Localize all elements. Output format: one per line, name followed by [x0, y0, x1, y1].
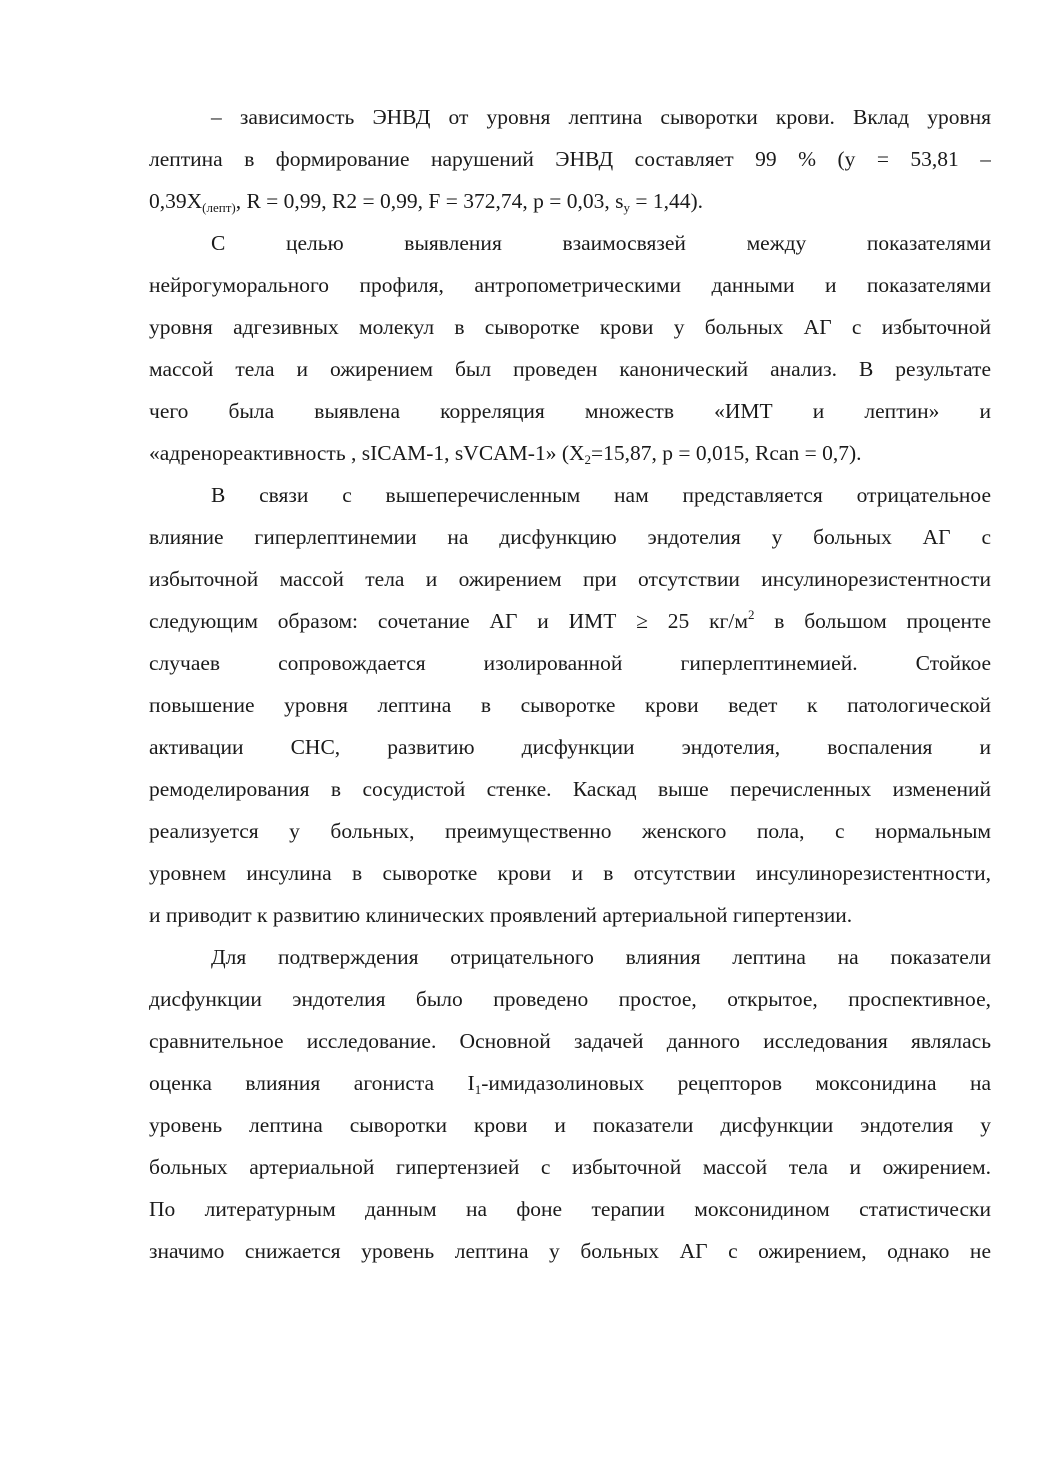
receptor-line: [149, 1062, 991, 1104]
text-line: уровня адгезивных молекул в сыворотке крови у больных АГ с избыточной: [149, 315, 991, 339]
receptor-suffix: -имидазолиновых рецепторов моксонидина на: [481, 1071, 991, 1095]
text-line: активации СНС, развитию дисфункции эндотелия, воспаления и: [149, 735, 991, 759]
text-line: массой тела и ожирением был проведен канонический анализ. В результате: [149, 357, 991, 381]
statistics-suffix: =15,87, p = 0,015, Rcan = 0,7).: [591, 441, 862, 465]
text-line: чего была выявлена корреляция множеств «ИМТ и лептин» и: [149, 399, 991, 423]
text-line: С целью выявления взаимосвязей между показателями: [211, 231, 991, 255]
paragraph-2: [149, 222, 991, 474]
text-line: больных артериальной гипертензией с избыточной массой тела и ожирением.: [149, 1155, 991, 1179]
chi-square-subscript: 2: [584, 452, 592, 467]
text-line: По литературным данным на фоне терапии моксонидином статистически: [149, 1197, 991, 1221]
text-line: случаев сопровождается изолированной гиперлептинемией. Стойкое: [149, 651, 991, 675]
text-line: сравнительное исследование. Основной задачей данного исследования являлась: [149, 1029, 991, 1053]
text-line: ремоделирования в сосудистой стенке. Каскад выше перечисленных изменений: [149, 777, 991, 801]
receptor-prefix: оценка влияния агониста I: [149, 1071, 475, 1095]
receptor-subscript: 1: [474, 1082, 482, 1097]
bmi-prefix: следующим образом: сочетание АГ и ИМТ ≥ 25 кг/м: [149, 609, 748, 633]
formula-suffix: = 1,44).: [629, 189, 704, 213]
text-line: значимо снижается уровень лептина у больных АГ с ожирением, однако не: [149, 1239, 991, 1263]
document-page: [149, 96, 991, 1272]
text-line: и приводит к развитию клинических проявлений артериальной гипертензии.: [149, 903, 853, 927]
text-line: Для подтверждения отрицательного влияния лептина на показатели: [211, 945, 991, 969]
formula-subscript: (лепт): [202, 200, 236, 215]
bmi-suffix: в большом проценте: [754, 609, 991, 633]
text-line: уровень лептина сыворотки крови и показатели дисфункции эндотелия у: [149, 1113, 991, 1137]
formula-subscript: y: [623, 200, 630, 215]
text-line: влияние гиперлептинемии на дисфункцию эндотелия у больных АГ с: [149, 525, 991, 549]
text-line: дисфункции эндотелия было проведено простое, открытое, проспективное,: [149, 987, 991, 1011]
text-line: уровнем инсулина в сыворотке крови и в отсутствии инсулинорезистентности,: [149, 861, 991, 885]
square-superscript: 2: [747, 607, 755, 622]
text-line: – зависимость ЭНВД от уровня лептина сыворотки крови. Вклад уровня: [211, 105, 991, 129]
bmi-line: [149, 600, 991, 642]
text-line: реализуется у больных, преимущественно женского пола, с нормальным: [149, 819, 991, 843]
text-line: В связи с вышеперечисленным нам представляется отрицательное: [211, 483, 991, 507]
paragraph-3: [149, 474, 991, 936]
statistics-prefix: «адренореактивность , sICAM-1, sVCAM-1» (Χ: [149, 441, 585, 465]
text-line: избыточной массой тела и ожирением при отсутствии инсулинорезистентности: [149, 567, 991, 591]
statistics-line: [149, 432, 991, 474]
paragraph-1: [149, 96, 991, 222]
paragraph-4: [149, 936, 991, 1272]
formula-line: [149, 180, 991, 222]
text-line: лептина в формирование нарушений ЭНВД составляет 99 % (y = 53,81 –: [149, 147, 991, 171]
formula-middle: , R = 0,99, R2 = 0,99, F = 372,74, p = 0,03, s: [235, 189, 624, 213]
text-line: нейрогуморального профиля, антропометрическими данными и показателями: [149, 273, 991, 297]
formula-prefix: 0,39X: [149, 189, 203, 213]
text-line: повышение уровня лептина в сыворотке крови ведет к патологической: [149, 693, 991, 717]
